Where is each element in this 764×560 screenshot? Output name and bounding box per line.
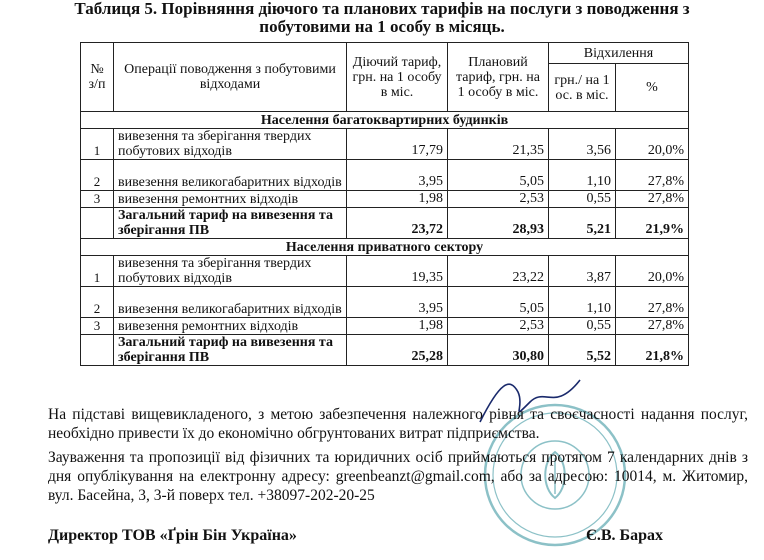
- row-no: [81, 208, 114, 239]
- row-no: 3: [81, 318, 114, 335]
- tariff-comparison-table: [80, 42, 689, 366]
- row-planned: 5,05: [448, 287, 549, 318]
- row-current: 19,35: [347, 256, 448, 287]
- row-no: 3: [81, 191, 114, 208]
- total-current: 25,28: [347, 335, 448, 366]
- table-row: [81, 287, 689, 318]
- table-row: [81, 191, 689, 208]
- header-operation: Операції поводження з побутовими відходами: [114, 43, 347, 112]
- table-row: [81, 256, 689, 287]
- row-planned: 2,53: [448, 191, 549, 208]
- header-current-tariff: Діючий тариф, грн. на 1 особу в міс.: [347, 43, 448, 112]
- row-no: 1: [81, 256, 114, 287]
- row-planned: 21,35: [448, 129, 549, 160]
- total-planned: 30,80: [448, 335, 549, 366]
- row-planned: 2,53: [448, 318, 549, 335]
- row-percent: 20,0%: [616, 256, 689, 287]
- row-percent: 20,0%: [616, 129, 689, 160]
- total-planned: 28,93: [448, 208, 549, 239]
- paragraph-comments: Зауваження та пропозиції від фізичних та юридичних осіб приймаються протягом 7 календарних днів з дня опублікування на електронну адресу: greenbeanzt@gmail.com, або за адресою: 10014, м. Житомир, вул. Басейна, 3, 3-й поверх тел. +38097-202-20-25: [48, 449, 748, 504]
- header-planned-tariff: Плановий тариф, грн. на 1 особу в міс.: [448, 43, 549, 112]
- row-planned: 5,05: [448, 160, 549, 191]
- row-no: 2: [81, 160, 114, 191]
- row-no: 1: [81, 129, 114, 160]
- row-current: 1,98: [347, 191, 448, 208]
- signature-title: Директор ТОВ «Ґрін Бін Україна»: [48, 527, 297, 544]
- row-operation: вивезення та зберігання твердих побутових відходів: [114, 129, 347, 160]
- row-percent: 27,8%: [616, 287, 689, 318]
- row-deviation: 3,56: [549, 129, 616, 160]
- table-row: [81, 160, 689, 191]
- row-no: [81, 335, 114, 366]
- title-line-2: побутовими на 1 особу в місяць.: [259, 17, 505, 36]
- row-operation: вивезення та зберігання твердих побутових відходів: [114, 256, 347, 287]
- header-deviation-pct: %: [616, 64, 689, 112]
- row-operation: вивезення великогабаритних відходів: [114, 160, 347, 191]
- row-operation: вивезення ремонтних відходів: [114, 191, 347, 208]
- header-no: № з/п: [81, 43, 114, 112]
- row-planned: 23,22: [448, 256, 549, 287]
- total-deviation: 5,21: [549, 208, 616, 239]
- row-operation: вивезення ремонтних відходів: [114, 318, 347, 335]
- row-current: 3,95: [347, 287, 448, 318]
- row-percent: 27,8%: [616, 160, 689, 191]
- total-percent: 21,9%: [616, 208, 689, 239]
- row-current: 1,98: [347, 318, 448, 335]
- section-title: Населення багатоквартирних будинків: [81, 112, 689, 129]
- total-deviation: 5,52: [549, 335, 616, 366]
- header-deviation: Відхилення: [549, 43, 689, 64]
- row-no: 2: [81, 287, 114, 318]
- document-title: [0, 0, 764, 36]
- row-deviation: 0,55: [549, 318, 616, 335]
- total-current: 23,72: [347, 208, 448, 239]
- row-deviation: 1,10: [549, 160, 616, 191]
- section-title: Населення приватного сектору: [81, 239, 689, 256]
- signature-name: Є.В. Барах: [586, 527, 663, 544]
- row-deviation: 0,55: [549, 191, 616, 208]
- row-deviation: 3,87: [549, 256, 616, 287]
- table-row: [81, 318, 689, 335]
- header-deviation-uah: грн./ на 1 ос. в міс.: [549, 64, 616, 112]
- total-row: [81, 335, 689, 366]
- table-row: [81, 129, 689, 160]
- row-percent: 27,8%: [616, 318, 689, 335]
- total-label: Загальний тариф на вивезення та зберігання ПВ: [114, 208, 347, 239]
- row-current: 17,79: [347, 129, 448, 160]
- title-line-1: Таблиця 5. Порівняння діючого та планових тарифів на послуги з поводження з: [74, 0, 690, 18]
- paragraph-justification: На підставі вищевикладеного, з метою забезпечення належного рівня та своєчасності надання послуг, необхідно привести їх до економічно обгрунтованих витрат підприємства.: [48, 406, 748, 442]
- total-row: [81, 208, 689, 239]
- total-label: Загальний тариф на вивезення та зберігання ПВ: [114, 335, 347, 366]
- row-percent: 27,8%: [616, 191, 689, 208]
- total-percent: 21,8%: [616, 335, 689, 366]
- row-current: 3,95: [347, 160, 448, 191]
- row-deviation: 1,10: [549, 287, 616, 318]
- row-operation: вивезення великогабаритних відходів: [114, 287, 347, 318]
